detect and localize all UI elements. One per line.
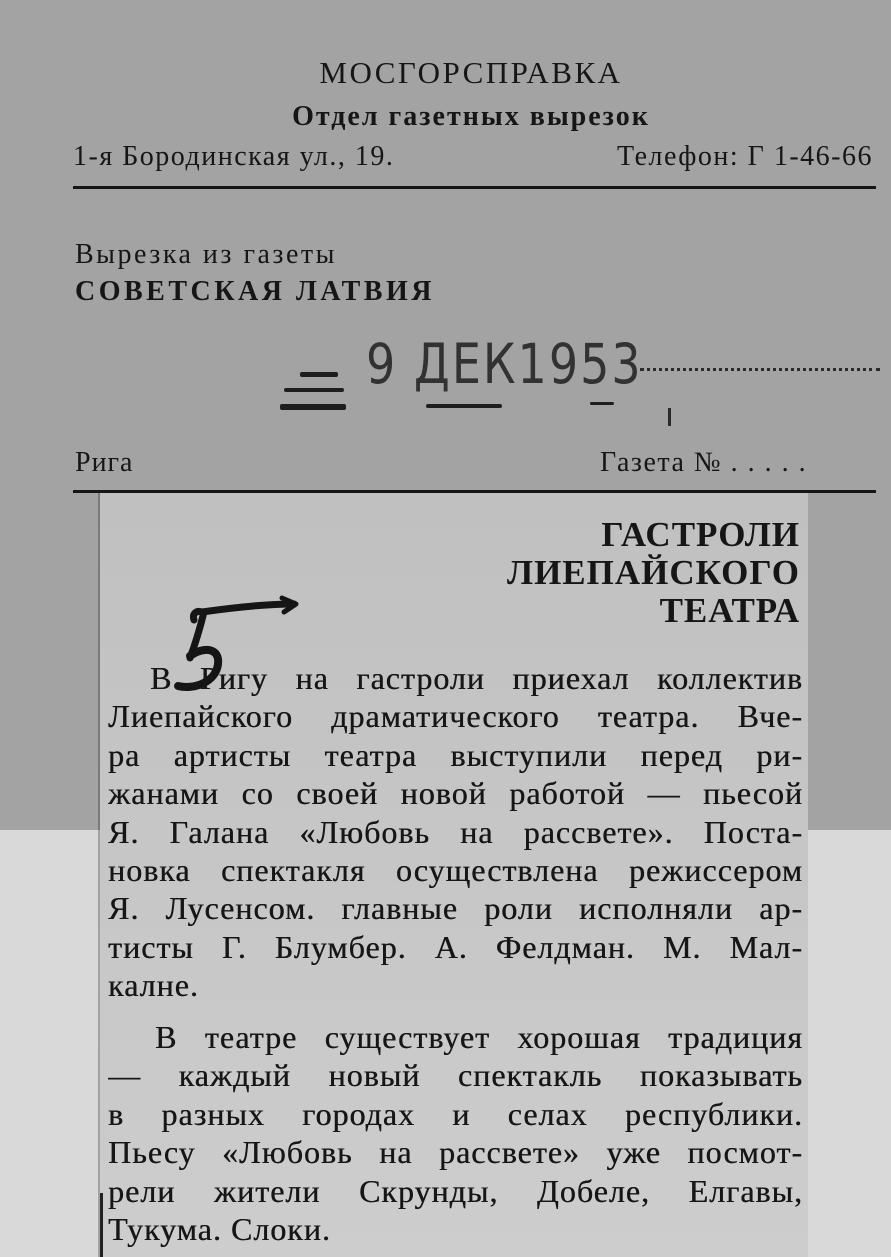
text-line: Я. Лусенсом. главные роли исполняли ар- — [108, 890, 803, 927]
stamp-dash-mark — [284, 388, 344, 392]
headline-line: ТЕАТРА — [659, 591, 800, 630]
clipping-source-label: Вырезка из газеты — [75, 239, 337, 270]
clipping-edge — [100, 1193, 103, 1257]
text-line: ра артисты театра выступили перед ри- — [108, 736, 803, 773]
date-stamp: 9 ДЕК1953 — [366, 331, 643, 396]
article-headline — [507, 516, 800, 630]
stamp-dash-mark — [300, 372, 338, 377]
agency-name: МОСГОРСПРАВКА — [319, 55, 623, 90]
agency-phone: Телефон: Г 1-46-66 — [617, 141, 873, 172]
text-line: В театре существует хорошая традиция — [155, 1019, 803, 1055]
text-line: Лиепайского драматического театра. Вче- — [108, 698, 803, 735]
date-dotted-line — [640, 368, 880, 371]
ink-tick-mark — [668, 408, 671, 426]
text-line: рели жители Скрунды, Добеле, Елгавы, — [108, 1172, 803, 1209]
text-line: Тукума. Слоки. — [108, 1210, 331, 1247]
text-line: в разных городах и селах республики. — [108, 1095, 803, 1132]
text-line: новка спектакля осуществлена режиссером — [108, 851, 803, 888]
headline-line: ГАСТРОЛИ — [601, 515, 800, 554]
stamp-underline — [590, 402, 614, 405]
header-divider — [73, 186, 876, 189]
headline-line: ЛИЕПАЙСКОГО — [507, 553, 800, 592]
article-paragraph — [108, 1018, 803, 1248]
text-line: В Ригу на гастроли приехал коллектив — [150, 660, 803, 696]
text-line: тисты Г. Блумбер. А. Фелдман. М. Мал- — [108, 928, 803, 965]
department-name: Отдел газетных вырезок — [292, 101, 650, 132]
handwritten-number-mark — [170, 590, 305, 700]
text-line: — каждый новый спектакль показывать — [108, 1057, 803, 1094]
text-line: Я. Галана «Любовь на рассвете». Поста- — [108, 813, 803, 850]
stamp-underline — [426, 404, 502, 408]
newspaper-title: СОВЕТСКАЯ ЛАТВИЯ — [75, 276, 435, 307]
text-line: жанами со своей новой работой — пьесой — [108, 775, 803, 812]
article-paragraph — [108, 659, 803, 1005]
agency-address: 1-я Бородинская ул., 19. — [73, 141, 395, 172]
text-line: калне. — [108, 967, 199, 1004]
stamp-dash-mark — [280, 404, 346, 410]
text-line: Пьесу «Любовь на рассвете» уже посмот- — [108, 1134, 803, 1171]
issue-number-label: Газета № . . . . . — [600, 447, 808, 478]
city-label: Рига — [75, 447, 134, 478]
